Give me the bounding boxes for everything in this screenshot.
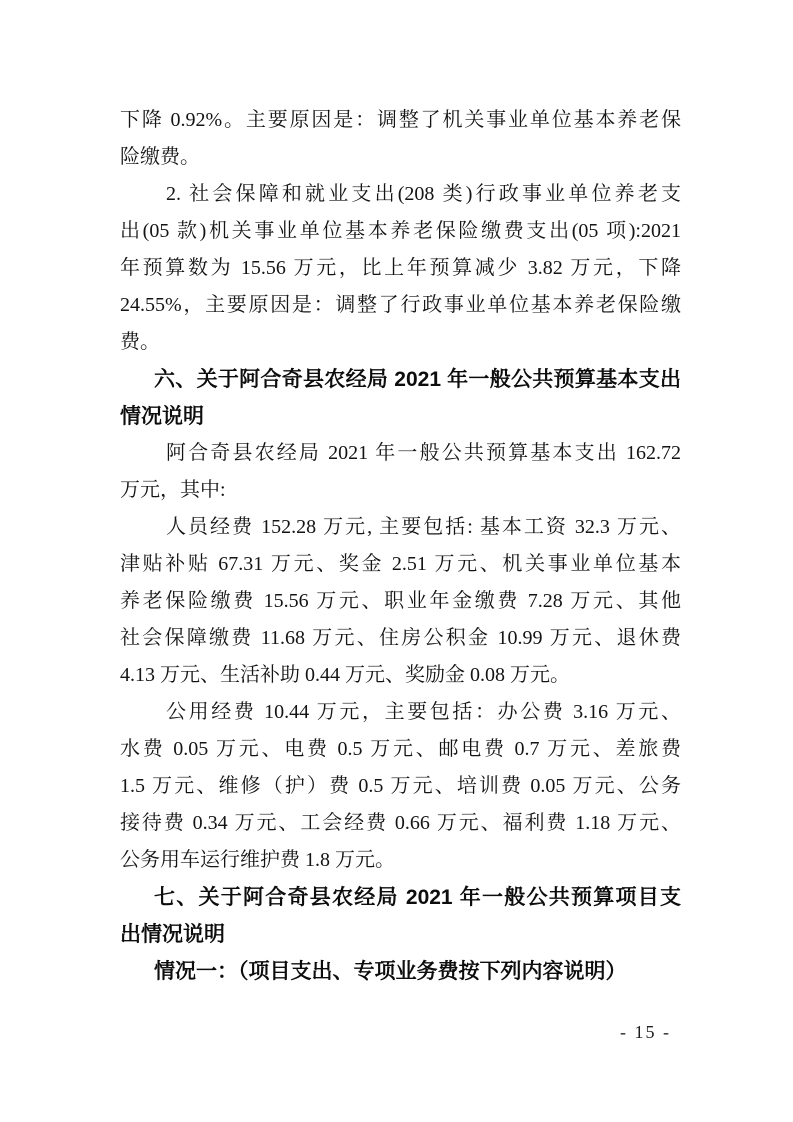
document-text xyxy=(120,102,681,990)
body-line: 年预算数为 15.56 万元，比上年预算减少 3.82 万元，下降 xyxy=(120,257,681,279)
body-line: 费。 xyxy=(120,331,160,353)
body-line: 出(05 款)机关事业单位基本养老保险缴费支出(05 项):2021 xyxy=(120,220,681,242)
heading-line: 出情况说明 xyxy=(120,923,225,946)
heading-line: 六、关于阿合奇县农经局 2021 年一般公共预算基本支出 xyxy=(154,368,681,391)
body-line: 水费 0.05 万元、电费 0.5 万元、邮电费 0.7 万元、差旅费 xyxy=(120,738,681,760)
body-line: 下降 0.92%。主要原因是：调整了机关事业单位基本养老保 xyxy=(120,109,681,131)
body-line: 公用经费 10.44 万元，主要包括：办公费 3.16 万元、 xyxy=(166,701,681,723)
body-line: 养老保险缴费 15.56 万元、职业年金缴费 7.28 万元、其他 xyxy=(120,590,681,612)
page-number: - 15 - xyxy=(620,1022,671,1042)
body-line: 阿合奇县农经局 2021 年一般公共预算基本支出 162.72 xyxy=(166,442,681,464)
body-line: 津贴补贴 67.31 万元、奖金 2.51 万元、机关事业单位基本 xyxy=(120,553,681,575)
body-line: 24.55%，主要原因是：调整了行政事业单位基本养老保险缴 xyxy=(120,294,681,316)
body-line: 公务用车运行维护费 1.8 万元。 xyxy=(120,849,395,871)
body-line: 接待费 0.34 万元、工会经费 0.66 万元、福利费 1.18 万元、 xyxy=(120,812,681,834)
body-line: 险缴费。 xyxy=(120,146,200,168)
body-line: 人员经费 152.28 万元, 主要包括: 基本工资 32.3 万元、 xyxy=(166,516,681,538)
body-line: 社会保障缴费 11.68 万元、住房公积金 10.99 万元、退休费 xyxy=(120,627,681,649)
body-line: 2. 社会保障和就业支出(208 类)行政事业单位养老支 xyxy=(166,183,681,205)
body-line: 4.13 万元、生活补助 0.44 万元、奖励金 0.08 万元。 xyxy=(120,664,570,686)
heading-line: 情况说明 xyxy=(120,405,204,428)
heading-line: 七、关于阿合奇县农经局 2021 年一般公共预算项目支 xyxy=(154,886,681,909)
body-line: 万元，其中: xyxy=(120,479,226,501)
body-line: 1.5 万元、维修（护）费 0.5 万元、培训费 0.05 万元、公务 xyxy=(120,775,681,797)
heading-line: 情况一：（项目支出、专项业务费按下列内容说明） xyxy=(154,960,627,983)
